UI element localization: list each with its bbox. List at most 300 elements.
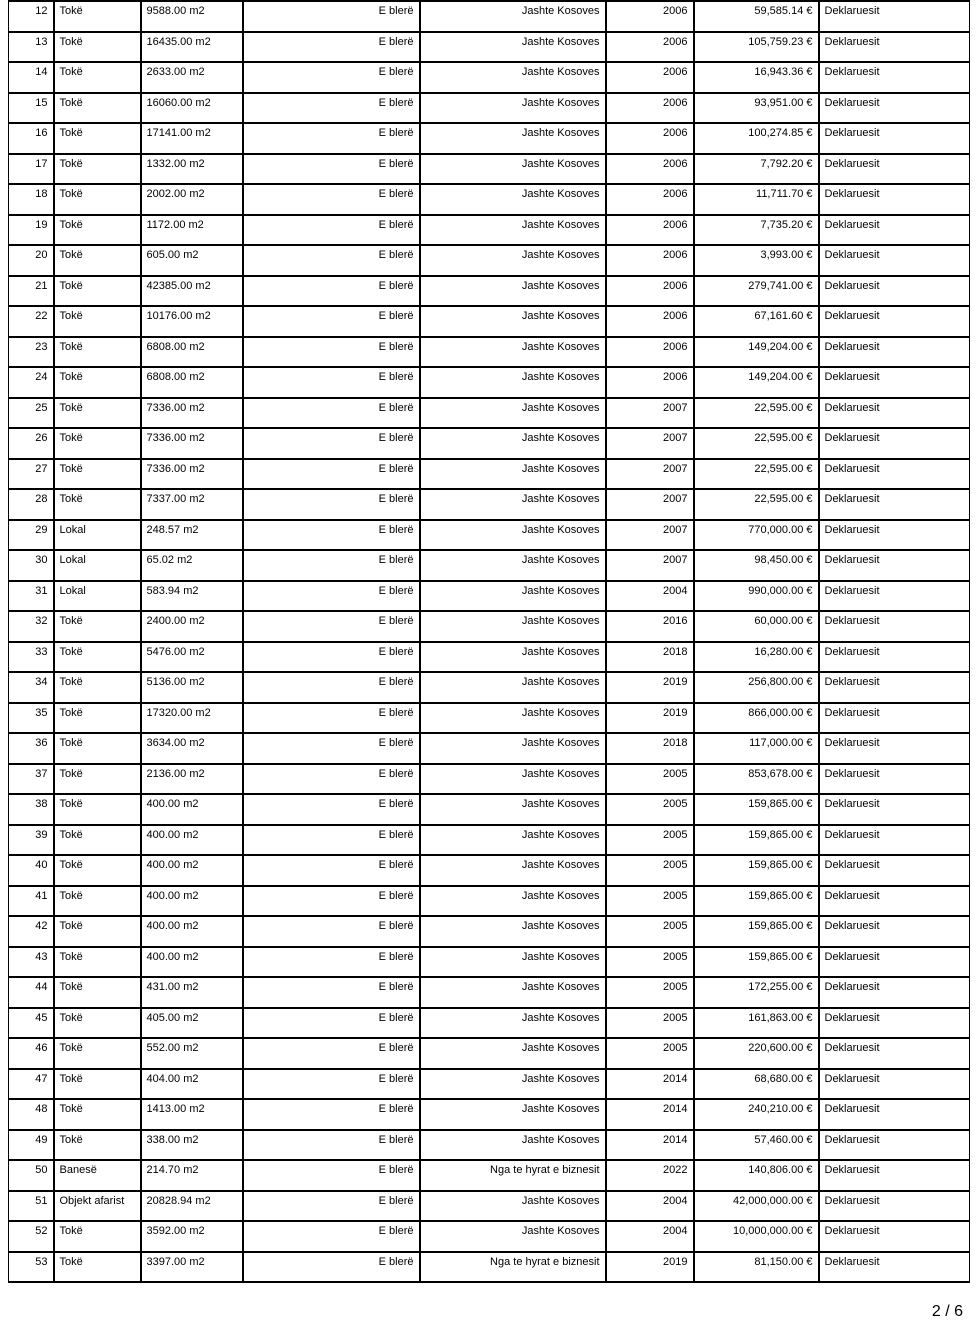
cell-value: 57,460.00 € [694, 1130, 819, 1161]
cell-category: Tokë [54, 1069, 141, 1100]
cell-declarant: Deklaruesit [819, 184, 970, 215]
cell-declarant: Deklaruesit [819, 123, 970, 154]
cell-category: Tokë [54, 245, 141, 276]
cell-year: 2006 [606, 62, 694, 93]
cell-declarant: Deklaruesit [819, 1221, 970, 1252]
cell-value: 256,800.00 € [694, 672, 819, 703]
cell-value: 770,000.00 € [694, 520, 819, 551]
cell-acquisition: E blerë [243, 672, 420, 703]
cell-declarant: Deklaruesit [819, 886, 970, 917]
table-row [9, 1008, 970, 1039]
cell-row-number: 49 [9, 1130, 54, 1161]
cell-source: Jashte Kosoves [420, 398, 606, 429]
cell-row-number: 22 [9, 306, 54, 337]
table-row [9, 947, 970, 978]
cell-row-number: 41 [9, 886, 54, 917]
cell-year: 2005 [606, 947, 694, 978]
cell-category: Tokë [54, 1008, 141, 1039]
cell-year: 2004 [606, 1221, 694, 1252]
cell-declarant: Deklaruesit [819, 306, 970, 337]
cell-source: Jashte Kosoves [420, 306, 606, 337]
cell-category: Tokë [54, 93, 141, 124]
cell-declarant: Deklaruesit [819, 520, 970, 551]
cell-category: Tokë [54, 428, 141, 459]
cell-acquisition: E blerë [243, 367, 420, 398]
cell-source: Jashte Kosoves [420, 611, 606, 642]
cell-declarant: Deklaruesit [819, 947, 970, 978]
cell-declarant: Deklaruesit [819, 611, 970, 642]
cell-row-number: 35 [9, 703, 54, 734]
cell-value: 22,595.00 € [694, 459, 819, 490]
cell-value: 7,792.20 € [694, 154, 819, 185]
cell-category: Tokë [54, 611, 141, 642]
cell-source: Jashte Kosoves [420, 93, 606, 124]
cell-declarant: Deklaruesit [819, 764, 970, 795]
table-row [9, 184, 970, 215]
cell-acquisition: E blerë [243, 520, 420, 551]
cell-acquisition: E blerë [243, 1038, 420, 1069]
cell-value: 42,000,000.00 € [694, 1191, 819, 1222]
cell-area: 400.00 m2 [141, 886, 243, 917]
table-row [9, 550, 970, 581]
cell-area: 214.70 m2 [141, 1160, 243, 1191]
cell-category: Tokë [54, 703, 141, 734]
cell-area: 16060.00 m2 [141, 93, 243, 124]
cell-row-number: 14 [9, 62, 54, 93]
cell-area: 338.00 m2 [141, 1130, 243, 1161]
cell-acquisition: E blerë [243, 1099, 420, 1130]
cell-acquisition: E blerë [243, 1160, 420, 1191]
cell-acquisition: E blerë [243, 581, 420, 612]
cell-row-number: 20 [9, 245, 54, 276]
cell-source: Jashte Kosoves [420, 1008, 606, 1039]
cell-area: 583.94 m2 [141, 581, 243, 612]
cell-declarant: Deklaruesit [819, 672, 970, 703]
cell-acquisition: E blerë [243, 398, 420, 429]
table-row [9, 62, 970, 93]
table-row [9, 1038, 970, 1069]
cell-acquisition: E blerë [243, 337, 420, 368]
cell-category: Lokal [54, 520, 141, 551]
cell-area: 1413.00 m2 [141, 1099, 243, 1130]
cell-value: 853,678.00 € [694, 764, 819, 795]
table-row [9, 337, 970, 368]
cell-acquisition: E blerë [243, 855, 420, 886]
cell-row-number: 53 [9, 1252, 54, 1283]
cell-acquisition: E blerë [243, 611, 420, 642]
table-row [9, 1221, 970, 1252]
cell-row-number: 29 [9, 520, 54, 551]
cell-acquisition: E blerë [243, 32, 420, 63]
cell-year: 2005 [606, 1038, 694, 1069]
cell-area: 17320.00 m2 [141, 703, 243, 734]
cell-source: Jashte Kosoves [420, 123, 606, 154]
cell-area: 405.00 m2 [141, 1008, 243, 1039]
cell-area: 7336.00 m2 [141, 428, 243, 459]
table-row [9, 1, 970, 32]
cell-category: Tokë [54, 184, 141, 215]
cell-category: Tokë [54, 337, 141, 368]
cell-value: 100,274.85 € [694, 123, 819, 154]
cell-category: Tokë [54, 398, 141, 429]
cell-year: 2006 [606, 154, 694, 185]
cell-row-number: 36 [9, 733, 54, 764]
cell-area: 3592.00 m2 [141, 1221, 243, 1252]
cell-declarant: Deklaruesit [819, 642, 970, 673]
cell-year: 2018 [606, 642, 694, 673]
cell-category: Tokë [54, 1099, 141, 1130]
cell-source: Jashte Kosoves [420, 886, 606, 917]
cell-acquisition: E blerë [243, 245, 420, 276]
cell-row-number: 50 [9, 1160, 54, 1191]
cell-source: Jashte Kosoves [420, 520, 606, 551]
cell-row-number: 45 [9, 1008, 54, 1039]
cell-acquisition: E blerë [243, 489, 420, 520]
table-row [9, 428, 970, 459]
cell-category: Tokë [54, 489, 141, 520]
cell-declarant: Deklaruesit [819, 1038, 970, 1069]
cell-value: 67,161.60 € [694, 306, 819, 337]
cell-declarant: Deklaruesit [819, 459, 970, 490]
table-row [9, 276, 970, 307]
cell-declarant: Deklaruesit [819, 62, 970, 93]
cell-declarant: Deklaruesit [819, 93, 970, 124]
cell-acquisition: E blerë [243, 459, 420, 490]
cell-area: 248.57 m2 [141, 520, 243, 551]
cell-year: 2019 [606, 703, 694, 734]
cell-acquisition: E blerë [243, 1008, 420, 1039]
cell-row-number: 18 [9, 184, 54, 215]
cell-acquisition: E blerë [243, 916, 420, 947]
cell-acquisition: E blerë [243, 764, 420, 795]
cell-year: 2005 [606, 825, 694, 856]
cell-area: 400.00 m2 [141, 947, 243, 978]
table-row [9, 1252, 970, 1283]
cell-acquisition: E blerë [243, 276, 420, 307]
cell-declarant: Deklaruesit [819, 733, 970, 764]
cell-category: Tokë [54, 642, 141, 673]
table-row [9, 459, 970, 490]
table-row [9, 1130, 970, 1161]
cell-area: 6808.00 m2 [141, 337, 243, 368]
cell-area: 7336.00 m2 [141, 398, 243, 429]
cell-acquisition: E blerë [243, 703, 420, 734]
cell-declarant: Deklaruesit [819, 276, 970, 307]
cell-source: Jashte Kosoves [420, 154, 606, 185]
cell-acquisition: E blerë [243, 154, 420, 185]
cell-area: 400.00 m2 [141, 794, 243, 825]
cell-value: 990,000.00 € [694, 581, 819, 612]
cell-category: Tokë [54, 1038, 141, 1069]
page-number: 2 / 6 [931, 1303, 963, 1320]
assets-table [8, 0, 970, 1283]
cell-declarant: Deklaruesit [819, 1160, 970, 1191]
cell-source: Jashte Kosoves [420, 245, 606, 276]
cell-row-number: 17 [9, 154, 54, 185]
cell-value: 16,280.00 € [694, 642, 819, 673]
cell-source: Jashte Kosoves [420, 337, 606, 368]
table-row [9, 672, 970, 703]
cell-year: 2022 [606, 1160, 694, 1191]
cell-source: Jashte Kosoves [420, 947, 606, 978]
cell-area: 9588.00 m2 [141, 1, 243, 32]
cell-source: Jashte Kosoves [420, 977, 606, 1008]
cell-acquisition: E blerë [243, 1221, 420, 1252]
cell-acquisition: E blerë [243, 550, 420, 581]
cell-year: 2007 [606, 459, 694, 490]
cell-category: Tokë [54, 1252, 141, 1283]
cell-acquisition: E blerë [243, 428, 420, 459]
cell-year: 2005 [606, 886, 694, 917]
cell-category: Tokë [54, 916, 141, 947]
cell-value: 3,993.00 € [694, 245, 819, 276]
cell-row-number: 34 [9, 672, 54, 703]
assets-table-body [9, 1, 970, 1282]
cell-year: 2006 [606, 184, 694, 215]
table-row [9, 794, 970, 825]
cell-value: 22,595.00 € [694, 489, 819, 520]
cell-year: 2006 [606, 306, 694, 337]
cell-area: 42385.00 m2 [141, 276, 243, 307]
cell-value: 220,600.00 € [694, 1038, 819, 1069]
cell-year: 2006 [606, 337, 694, 368]
table-row [9, 245, 970, 276]
cell-row-number: 12 [9, 1, 54, 32]
cell-source: Jashte Kosoves [420, 184, 606, 215]
cell-category: Banesë [54, 1160, 141, 1191]
cell-value: 11,711.70 € [694, 184, 819, 215]
cell-declarant: Deklaruesit [819, 428, 970, 459]
cell-declarant: Deklaruesit [819, 32, 970, 63]
cell-row-number: 27 [9, 459, 54, 490]
cell-row-number: 40 [9, 855, 54, 886]
table-row [9, 703, 970, 734]
table-row [9, 886, 970, 917]
cell-category: Tokë [54, 276, 141, 307]
cell-source: Jashte Kosoves [420, 1038, 606, 1069]
cell-area: 10176.00 m2 [141, 306, 243, 337]
cell-category: Tokë [54, 886, 141, 917]
cell-year: 2016 [606, 611, 694, 642]
cell-source: Jashte Kosoves [420, 215, 606, 246]
cell-source: Nga te hyrat e biznesit [420, 1252, 606, 1283]
cell-year: 2005 [606, 764, 694, 795]
table-row [9, 916, 970, 947]
cell-source: Jashte Kosoves [420, 855, 606, 886]
cell-year: 2006 [606, 93, 694, 124]
cell-area: 5476.00 m2 [141, 642, 243, 673]
cell-area: 1172.00 m2 [141, 215, 243, 246]
cell-category: Objekt afarist [54, 1191, 141, 1222]
cell-year: 2005 [606, 855, 694, 886]
cell-source: Jashte Kosoves [420, 1, 606, 32]
cell-area: 2136.00 m2 [141, 764, 243, 795]
cell-category: Tokë [54, 855, 141, 886]
cell-acquisition: E blerë [243, 93, 420, 124]
cell-year: 2005 [606, 916, 694, 947]
cell-declarant: Deklaruesit [819, 154, 970, 185]
cell-source: Jashte Kosoves [420, 1130, 606, 1161]
table-row [9, 1099, 970, 1130]
cell-category: Tokë [54, 459, 141, 490]
cell-value: 22,595.00 € [694, 398, 819, 429]
cell-source: Jashte Kosoves [420, 764, 606, 795]
cell-declarant: Deklaruesit [819, 581, 970, 612]
cell-declarant: Deklaruesit [819, 215, 970, 246]
cell-row-number: 47 [9, 1069, 54, 1100]
cell-acquisition: E blerë [243, 184, 420, 215]
cell-category: Tokë [54, 32, 141, 63]
cell-category: Tokë [54, 947, 141, 978]
cell-area: 1332.00 m2 [141, 154, 243, 185]
cell-category: Tokë [54, 825, 141, 856]
cell-year: 2005 [606, 794, 694, 825]
cell-value: 10,000,000.00 € [694, 1221, 819, 1252]
cell-value: 172,255.00 € [694, 977, 819, 1008]
cell-year: 2019 [606, 1252, 694, 1283]
cell-area: 6808.00 m2 [141, 367, 243, 398]
cell-acquisition: E blerë [243, 825, 420, 856]
cell-year: 2004 [606, 581, 694, 612]
cell-acquisition: E blerë [243, 1191, 420, 1222]
cell-category: Tokë [54, 367, 141, 398]
cell-category: Tokë [54, 733, 141, 764]
cell-acquisition: E blerë [243, 977, 420, 1008]
cell-year: 2006 [606, 245, 694, 276]
cell-category: Tokë [54, 306, 141, 337]
cell-acquisition: E blerë [243, 1, 420, 32]
table-row [9, 733, 970, 764]
cell-year: 2006 [606, 367, 694, 398]
cell-acquisition: E blerë [243, 733, 420, 764]
cell-declarant: Deklaruesit [819, 977, 970, 1008]
cell-category: Tokë [54, 62, 141, 93]
cell-value: 16,943.36 € [694, 62, 819, 93]
cell-source: Jashte Kosoves [420, 1191, 606, 1222]
cell-row-number: 21 [9, 276, 54, 307]
cell-row-number: 48 [9, 1099, 54, 1130]
table-row [9, 520, 970, 551]
cell-value: 149,204.00 € [694, 337, 819, 368]
table-row [9, 367, 970, 398]
cell-acquisition: E blerë [243, 794, 420, 825]
table-row [9, 398, 970, 429]
cell-value: 60,000.00 € [694, 611, 819, 642]
cell-acquisition: E blerë [243, 306, 420, 337]
cell-area: 552.00 m2 [141, 1038, 243, 1069]
cell-value: 159,865.00 € [694, 947, 819, 978]
cell-value: 161,863.00 € [694, 1008, 819, 1039]
cell-declarant: Deklaruesit [819, 1069, 970, 1100]
table-row [9, 611, 970, 642]
table-row [9, 154, 970, 185]
cell-row-number: 46 [9, 1038, 54, 1069]
cell-category: Tokë [54, 764, 141, 795]
cell-declarant: Deklaruesit [819, 489, 970, 520]
cell-value: 81,150.00 € [694, 1252, 819, 1283]
cell-year: 2007 [606, 398, 694, 429]
cell-row-number: 52 [9, 1221, 54, 1252]
cell-declarant: Deklaruesit [819, 550, 970, 581]
cell-year: 2019 [606, 672, 694, 703]
cell-area: 2633.00 m2 [141, 62, 243, 93]
cell-year: 2007 [606, 489, 694, 520]
cell-declarant: Deklaruesit [819, 337, 970, 368]
cell-row-number: 37 [9, 764, 54, 795]
cell-category: Tokë [54, 977, 141, 1008]
cell-row-number: 16 [9, 123, 54, 154]
cell-source: Jashte Kosoves [420, 642, 606, 673]
cell-area: 2002.00 m2 [141, 184, 243, 215]
cell-acquisition: E blerë [243, 886, 420, 917]
cell-row-number: 31 [9, 581, 54, 612]
cell-row-number: 32 [9, 611, 54, 642]
cell-declarant: Deklaruesit [819, 1252, 970, 1283]
cell-category: Tokë [54, 672, 141, 703]
cell-row-number: 28 [9, 489, 54, 520]
cell-category: Tokë [54, 154, 141, 185]
cell-row-number: 19 [9, 215, 54, 246]
cell-value: 140,806.00 € [694, 1160, 819, 1191]
table-row [9, 306, 970, 337]
cell-area: 400.00 m2 [141, 916, 243, 947]
cell-declarant: Deklaruesit [819, 825, 970, 856]
cell-row-number: 15 [9, 93, 54, 124]
cell-row-number: 25 [9, 398, 54, 429]
table-row [9, 581, 970, 612]
cell-acquisition: E blerë [243, 1130, 420, 1161]
cell-value: 159,865.00 € [694, 916, 819, 947]
table-row [9, 825, 970, 856]
table-row [9, 215, 970, 246]
cell-year: 2007 [606, 520, 694, 551]
cell-acquisition: E blerë [243, 1069, 420, 1100]
cell-year: 2006 [606, 215, 694, 246]
cell-row-number: 44 [9, 977, 54, 1008]
cell-source: Jashte Kosoves [420, 489, 606, 520]
table-row [9, 32, 970, 63]
cell-declarant: Deklaruesit [819, 855, 970, 886]
cell-value: 159,865.00 € [694, 794, 819, 825]
cell-source: Jashte Kosoves [420, 703, 606, 734]
cell-value: 93,951.00 € [694, 93, 819, 124]
cell-area: 20828.94 m2 [141, 1191, 243, 1222]
cell-year: 2006 [606, 276, 694, 307]
cell-source: Jashte Kosoves [420, 1069, 606, 1100]
cell-year: 2006 [606, 123, 694, 154]
cell-area: 404.00 m2 [141, 1069, 243, 1100]
cell-row-number: 13 [9, 32, 54, 63]
table-row [9, 93, 970, 124]
cell-year: 2007 [606, 550, 694, 581]
cell-source: Nga te hyrat e biznesit [420, 1160, 606, 1191]
cell-category: Tokë [54, 215, 141, 246]
cell-row-number: 39 [9, 825, 54, 856]
cell-area: 17141.00 m2 [141, 123, 243, 154]
cell-area: 431.00 m2 [141, 977, 243, 1008]
cell-declarant: Deklaruesit [819, 1008, 970, 1039]
cell-area: 3634.00 m2 [141, 733, 243, 764]
cell-declarant: Deklaruesit [819, 245, 970, 276]
cell-declarant: Deklaruesit [819, 916, 970, 947]
cell-row-number: 33 [9, 642, 54, 673]
cell-year: 2014 [606, 1130, 694, 1161]
cell-value: 59,585.14 € [694, 1, 819, 32]
table-row [9, 764, 970, 795]
cell-source: Jashte Kosoves [420, 1099, 606, 1130]
cell-year: 2005 [606, 977, 694, 1008]
cell-year: 2014 [606, 1069, 694, 1100]
